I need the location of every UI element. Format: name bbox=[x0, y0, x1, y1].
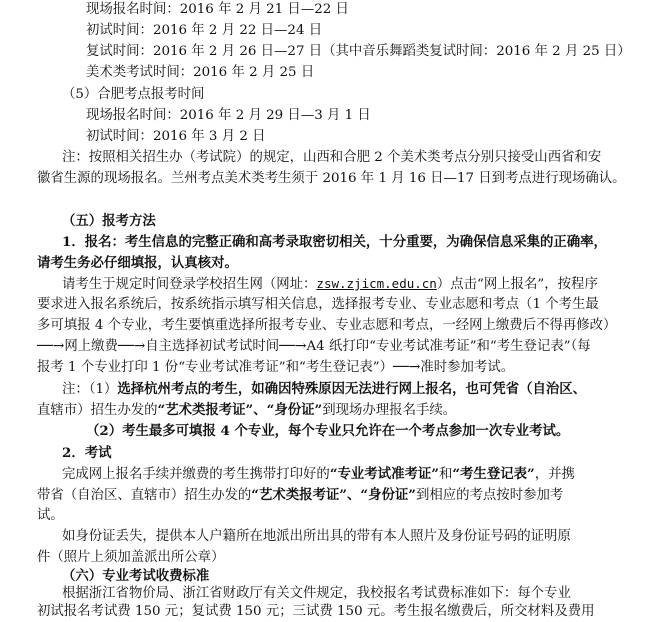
hefei-preliminary-exam-time: 初试时间：2016 年 3 月 2 日 bbox=[86, 129, 266, 144]
note-text: 到现场办理报名手续。 bbox=[322, 403, 457, 418]
procedure-text: 请考生于规定时间登录学校招生网（网址： bbox=[62, 277, 317, 292]
procedure-line-5: 报考 1 个专业打印 1 份“专业考试准考证”和“考生登记表”）──→准时参加考试。 bbox=[37, 360, 515, 375]
hefei-section-heading: （5）合肥考点报考时间 bbox=[62, 87, 205, 102]
exam-line-1 bbox=[62, 464, 575, 484]
fees-line-2: 初试报名考试费 150 元；复试费 150 元；三试费 150 元。考生报名缴费后，所交材料及费用 bbox=[37, 604, 595, 619]
exam-text: 和 bbox=[438, 467, 453, 482]
exam-text: 到相应的考点按时参加考 bbox=[415, 488, 564, 503]
admissions-website-link[interactable]: zsw.zjicm.edu.cn bbox=[316, 276, 437, 291]
exam-line-4: 如身份证丢失，提供本人户籍所在地派出所出具的带有本人照片及身份证号码的证明原 bbox=[62, 529, 571, 544]
exam-heading: 2．考试 bbox=[62, 445, 112, 461]
exam-line-2 bbox=[37, 485, 563, 505]
method-heading: （五）报考方法 bbox=[62, 213, 156, 229]
method-note-line-3: （2）考生最多可填报 4 个专业，每个专业只允许在一个考点参加一次专业考试。 bbox=[86, 423, 570, 439]
exam-line-3: 试。 bbox=[37, 508, 64, 523]
fees-heading: （六）专业考试收费标准 bbox=[62, 568, 210, 584]
note-documents: “艺术类报考证”、“身份证” bbox=[157, 402, 323, 418]
exam-text: 完成网上报名手续并缴费的考生携带打印好的 bbox=[62, 467, 330, 482]
registration-rule-line-1: 1．报名：考生信息的完整正确和高考录取密切相关，十分重要，为确保信息采集的正确率， bbox=[62, 234, 607, 250]
art-exam-time: 美术类考试时间：2016 年 2 月 25 日 bbox=[86, 65, 315, 80]
exam-admission-ticket: “专业考试准考证” bbox=[329, 466, 439, 482]
schedule-note-line-2: 徽省生源的现场报名。兰州考点美术类考生须于 2016 年 1 月 16 日—17 日到考点进行现场确认。 bbox=[37, 171, 626, 186]
registration-rule-line-2: 请考生务必仔细填报，认真核对。 bbox=[37, 255, 238, 271]
exam-line-5: 件（照片上须加盖派出所公章） bbox=[37, 550, 225, 565]
onsite-registration-time: 现场报名时间：2016 年 2 月 21 日—22 日 bbox=[86, 2, 349, 17]
fees-line-1: 根据浙江省物价局、浙江省财政厅有关文件规定，我校报名考试费标准如下：每个专业 bbox=[62, 586, 571, 601]
method-note-line-2 bbox=[37, 400, 456, 420]
exam-text: ，并携 bbox=[534, 467, 575, 482]
procedure-line-1 bbox=[62, 274, 598, 294]
procedure-line-2: 要求进入报名系统后，按系统指示填写相关信息，选择报考专业、专业志愿和考点（1 个考生最 bbox=[37, 297, 599, 312]
exam-registration-form: “考生登记表” bbox=[452, 466, 535, 482]
exam-text: 带省（自治区、直辖市）招生办发的 bbox=[37, 488, 252, 503]
note-prefix: 注：（1） bbox=[62, 382, 118, 397]
note-text: 直辖市）招生办发的 bbox=[37, 403, 158, 418]
hefei-onsite-registration-time: 现场报名时间：2016 年 2 月 29 日—3 月 1 日 bbox=[86, 108, 371, 123]
preliminary-exam-time: 初试时间：2016 年 2 月 22 日—24 日 bbox=[86, 23, 323, 38]
second-exam-time: 复试时间：2016 年 2 月 26 日—27 日（其中音乐舞蹈类复试时间：2016 年 2 月 25 日） bbox=[86, 44, 631, 59]
note-emphasis: 选择杭州考点的考生，如确因特殊原因无法进行网上报名，也可凭省（自治区、 bbox=[117, 381, 587, 397]
procedure-text: ）点击“网上报名”，按程序 bbox=[436, 277, 598, 292]
exam-documents: “艺术类报考证”、“身份证” bbox=[251, 487, 416, 503]
procedure-line-4: ──→网上缴费──→自主选择初试考试时间──→A4 纸打印“专业考试准考证”和“考生登记表”（每 bbox=[37, 339, 591, 354]
method-note-line-1 bbox=[62, 379, 586, 399]
schedule-note-line-1: 注：按照相关招生办（考试院）的规定，山西和合肥 2 个美术类考点分别只接受山西省和安 bbox=[62, 150, 602, 165]
procedure-line-3: 多可填报 4 个专业，考生要慎重选择所报考专业、专业志愿和考点，一经网上缴费后不得再修改） bbox=[37, 318, 617, 333]
